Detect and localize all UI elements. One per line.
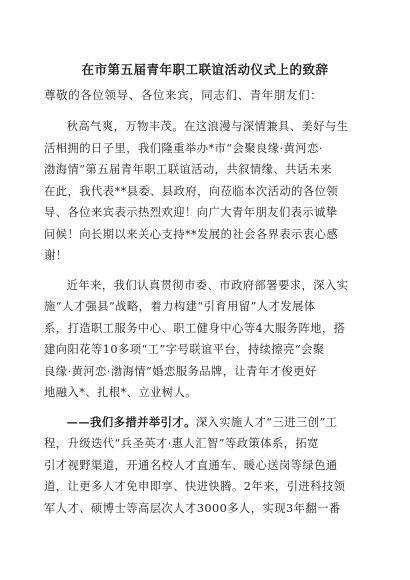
document-title: 在市第五届青年职工联谊活动仪式上的致辞 xyxy=(81,62,329,77)
paragraph-2-line: 近年来，我们认真贯彻市委、市政府部署要求，深入实 xyxy=(66,278,349,292)
salutation: 尊敬的各位领导、各位来宾，同志们、青年朋友们： xyxy=(44,88,323,102)
paragraph-2-line: 施“人才强县”战略，着力构建“引育用留”人才发展体 xyxy=(44,300,316,313)
paragraph-1 xyxy=(44,116,366,267)
paragraph-2-line: 良缘·黄河恋·渤海情”婚恋服务品牌，让青年才俊更好 xyxy=(44,364,317,378)
paragraph-1-line: 问候！向长期以来关心支持**发展的社会各界表示衷心感 xyxy=(44,227,339,241)
paragraph-1-line: 活相拥的日子里，我们隆重举办*市“会聚良缘·黄河恋· xyxy=(44,141,323,155)
paragraph-1-line: 秋高气爽，万物丰茂。在这浪漫与深情兼具、美好与生 xyxy=(66,120,349,133)
paragraph-1-line: 谢！ xyxy=(44,249,68,262)
paragraph-2 xyxy=(44,275,366,404)
paragraph-1-line: 渤海情”第五届青年职工联谊活动，共叙情缘、共话未来 xyxy=(44,163,333,176)
paragraph-3-line: 军人才、硕博士等高层次人才3000多人，实现3年翻一番 xyxy=(44,501,341,515)
paragraph-1-line: 导、各位来宾表示热烈欢迎！向广大青年朋友们表示诚挚 xyxy=(44,206,338,219)
paragraph-3-heading: ——我们多措并举引才。 xyxy=(66,414,196,429)
paragraph-3-first-line xyxy=(44,412,366,434)
paragraph-3 xyxy=(44,412,366,520)
paragraph-3-line: 深入实施人才“三进三创”工 xyxy=(195,415,338,429)
paragraph-1-line: 在此，我代表**县委、县政府，向莅临本次活动的各位领 xyxy=(44,184,339,198)
paragraph-3-line: 程，升级迭代“兵圣英才·惠人汇智”等政策体系，拓宽 xyxy=(44,437,319,450)
paragraph-2-line: 系，打造职工服务中心、职工健身中心等4大服务阵地，搭 xyxy=(44,321,346,335)
paragraph-3-line: 引才视野渠道，开通名校人才直通车、暖心送岗等绿色通 xyxy=(44,458,338,472)
paragraph-2-line: 建向阳花等10多项“工”字号联谊平台，持续擦亮“会聚 xyxy=(44,343,325,356)
paragraph-2-line: 地融入*、扎根*、立业树人。 xyxy=(44,386,198,399)
paragraph-3-line: 道，让更多人才免申即享、快进快腾。2年来，引进科技领 xyxy=(44,480,346,493)
